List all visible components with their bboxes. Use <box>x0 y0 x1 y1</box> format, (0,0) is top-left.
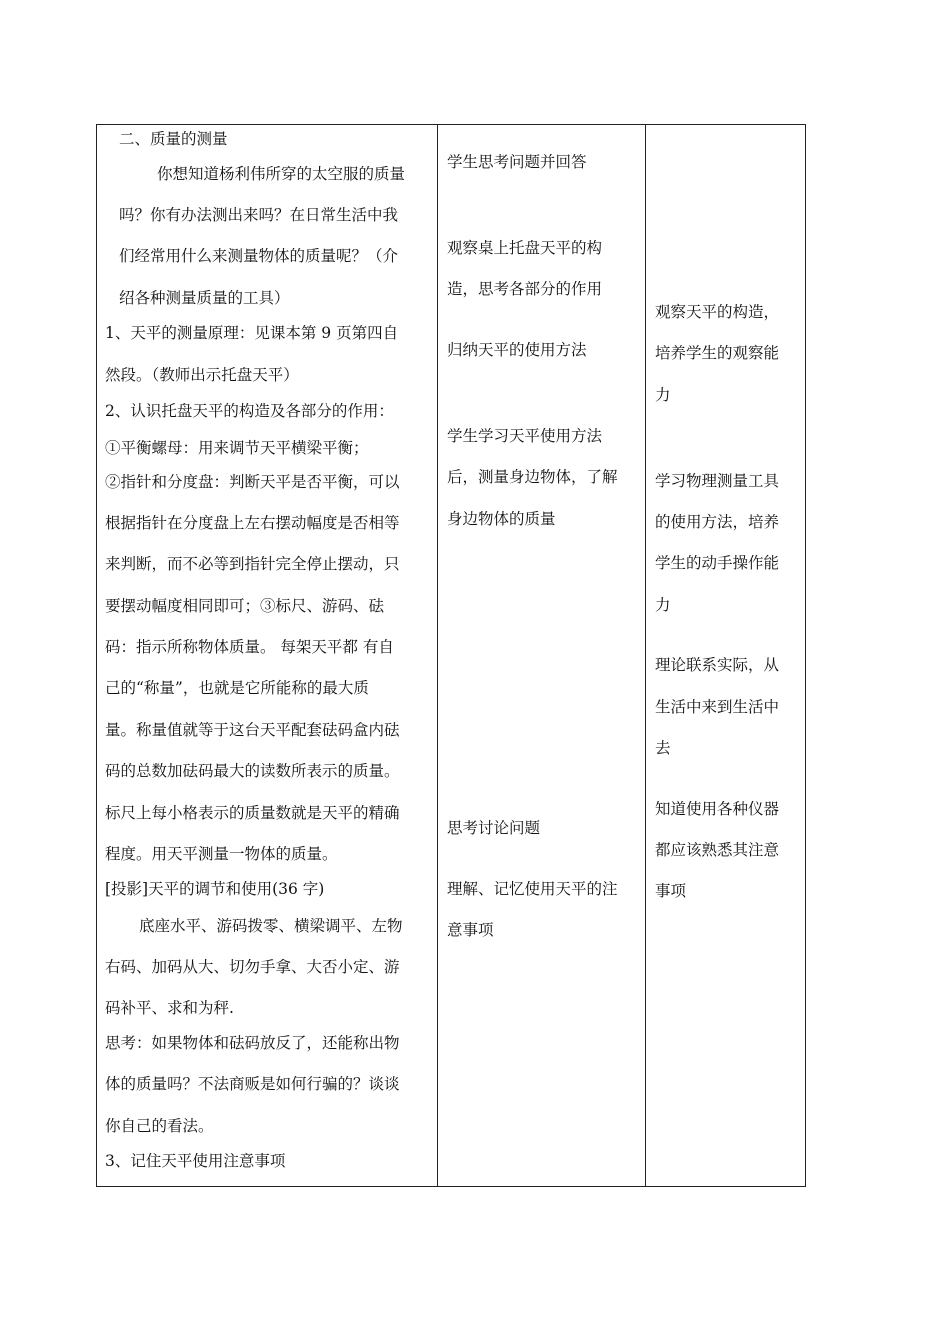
intent-text: 观察天平的构造， <box>655 303 780 321</box>
student-text: 后，测量身边物体，了解 <box>447 468 618 486</box>
teacher-activity-column <box>97 125 438 1186</box>
intent-text: 事项 <box>655 882 687 900</box>
body-line: ②指针和分度盘：判断天平是否平衡，可以 <box>105 473 400 491</box>
body-line: 根据指针在分度盘上左右摆动幅度是否相等 <box>105 514 400 532</box>
body-line: 2、认识托盘天平的构造及各部分的作用： <box>105 402 394 420</box>
last-line: 3、记住天平使用注意事项 <box>105 1152 286 1170</box>
intent-text: 学习物理测量工具 <box>655 472 780 490</box>
student-text: 归纳天平的使用方法 <box>447 341 587 359</box>
body-line: 标尺上每小格表示的质量数就是天平的精确 <box>105 804 400 822</box>
intent-text: 的使用方法，培养 <box>655 513 780 531</box>
body-line: 程度。用天平测量一物体的质量。 <box>105 845 338 863</box>
student-activity-column <box>438 125 646 1186</box>
student-text: 意事项 <box>447 921 494 939</box>
think-line: 你自己的看法。 <box>105 1117 214 1135</box>
intent-text: 力 <box>655 596 671 614</box>
intro-line: 绍各种测量质量的工具） <box>119 289 290 307</box>
intro-line: 你想知道杨利伟所穿的太空服的质量 <box>157 165 406 183</box>
student-text: 理解、记忆使用天平的注 <box>447 880 618 898</box>
body-line: 1、天平的测量原理：见课本第 9 页第四自 <box>105 324 399 342</box>
intent-text: 理论联系实际，从 <box>655 656 780 674</box>
intent-text: 培养学生的观察能 <box>655 344 780 362</box>
intent-text: 去 <box>655 739 671 757</box>
think-line: 体的质量吗？不法商贩是如何行骗的？谈谈 <box>105 1075 400 1093</box>
body-line: 来判断，而不必等到指针完全停止摆动，只 <box>105 555 400 573</box>
body-line: 码的总数加砝码最大的读数所表示的质量。 <box>105 762 400 780</box>
intent-text: 都应该熟悉其注意 <box>655 841 780 859</box>
student-text: 思考讨论问题 <box>447 819 541 837</box>
intent-text: 知道使用各种仪器 <box>655 800 780 818</box>
steps-line: 底座水平、游码拨零、横梁调平、左物 <box>139 917 403 935</box>
intent-text: 学生的动手操作能 <box>655 554 780 572</box>
body-line: 码：指示所称物体质量。 每架天平都 有自 <box>105 638 394 656</box>
body-line: 要摆动幅度相同即可；③标尺、游码、砝 <box>105 597 385 615</box>
body-line: 量。称量值就等于这台天平配套砝码盒内砝 <box>105 721 400 739</box>
lesson-table <box>96 124 806 1187</box>
steps-line: 右码、加码从大、切勿手拿、大否小定、游 <box>105 958 400 976</box>
student-text: 学生思考问题并回答 <box>447 153 587 171</box>
body-line: 己的“称量”，也就是它所能称的最大质 <box>105 679 369 697</box>
intro-line: 吗？你有办法测出来吗？在日常生活中我 <box>119 206 399 224</box>
section-heading: 二、质量的测量 <box>119 130 228 148</box>
intent-text: 生活中来到生活中 <box>655 698 780 716</box>
student-text: 观察桌上托盘天平的构 <box>447 239 603 257</box>
student-text: 身边物体的质量 <box>447 510 556 528</box>
design-intent-column <box>646 125 805 1186</box>
intro-line: 们经常用什么来测量物体的质量呢？（介 <box>119 247 399 265</box>
body-line: [投影]天平的调节和使用(36 字) <box>105 880 325 898</box>
think-line: 思考：如果物体和砝码放反了，还能称出物 <box>105 1034 400 1052</box>
body-line: 然段。（教师出示托盘天平） <box>105 366 299 384</box>
body-line: ①平衡螺母：用来调节天平横梁平衡； <box>105 439 369 457</box>
student-text: 造，思考各部分的作用 <box>447 280 603 298</box>
intent-text: 力 <box>655 386 671 404</box>
steps-line: 码补平、求和为秤. <box>105 999 234 1017</box>
student-text: 学生学习天平使用方法 <box>447 427 603 445</box>
